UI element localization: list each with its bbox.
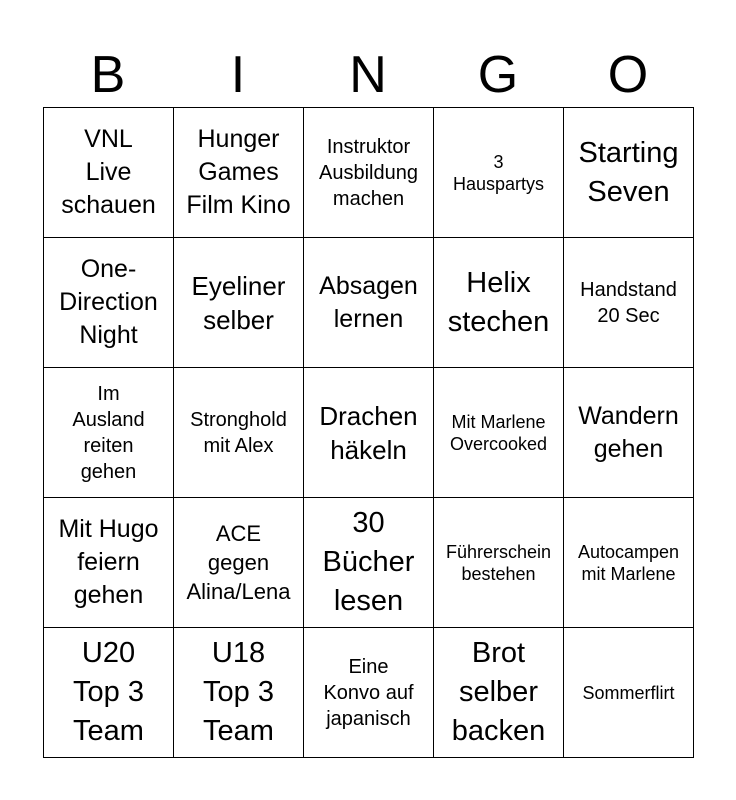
bingo-cell[interactable] xyxy=(564,368,694,498)
bingo-cell[interactable] xyxy=(434,108,564,238)
bingo-cell[interactable] xyxy=(174,238,304,368)
header-letter-b: B xyxy=(90,46,126,104)
cell-label: Absagen lernen xyxy=(319,271,418,333)
cell-label: Instruktor Ausbildung machen xyxy=(319,135,418,210)
bingo-cell[interactable] xyxy=(564,238,694,368)
cell-label: 30 Bücher lesen xyxy=(322,507,415,617)
cell-label: Starting Seven xyxy=(578,136,679,208)
bingo-cell[interactable] xyxy=(44,368,174,498)
bingo-header xyxy=(43,45,693,105)
cell-label: Führerschein bestehen xyxy=(445,541,552,584)
header-letter-n: N xyxy=(349,46,387,104)
bingo-card-grid xyxy=(43,107,694,758)
bingo-cell[interactable] xyxy=(44,498,174,628)
cell-label: Mit Hugo feiern gehen xyxy=(58,515,159,609)
bingo-cell[interactable] xyxy=(304,238,434,368)
bingo-cell[interactable] xyxy=(304,628,434,758)
bingo-cell[interactable] xyxy=(434,628,564,758)
header-letter-g: G xyxy=(477,46,519,104)
cell-label: U20 Top 3 Team xyxy=(73,637,144,747)
bingo-cell[interactable] xyxy=(434,498,564,628)
bingo-cell[interactable] xyxy=(44,628,174,758)
bingo-cell[interactable] xyxy=(564,498,694,628)
header-letter-o: O xyxy=(607,46,649,104)
cell-label: Hunger Games Film Kino xyxy=(186,125,291,219)
bingo-cell[interactable] xyxy=(174,628,304,758)
cell-label: Mit Marlene Overcooked xyxy=(449,411,548,454)
cell-label: Eyeliner selber xyxy=(191,270,286,335)
bingo-cell[interactable] xyxy=(44,108,174,238)
cell-label: Drachen häkeln xyxy=(319,400,418,465)
bingo-cell[interactable] xyxy=(564,628,694,758)
bingo-cell[interactable] xyxy=(564,108,694,238)
cell-label: Wandern gehen xyxy=(578,401,679,463)
cell-label: ACE gegen Alina/Lena xyxy=(186,521,291,604)
bingo-cell[interactable] xyxy=(304,108,434,238)
cell-label: One- Direction Night xyxy=(59,255,158,349)
bingo-cell[interactable] xyxy=(174,368,304,498)
cell-label: Brot selber backen xyxy=(451,637,546,747)
cell-label: Handstand 20 Sec xyxy=(580,278,677,327)
bingo-cell[interactable] xyxy=(304,498,434,628)
bingo-cell[interactable] xyxy=(434,238,564,368)
header-letter-i: I xyxy=(230,46,246,104)
cell-label: 3 Hauspartys xyxy=(452,151,545,194)
cell-label: Im Ausland reiten gehen xyxy=(72,382,145,483)
bingo-cell[interactable] xyxy=(174,108,304,238)
cell-label: Eine Konvo auf japanisch xyxy=(323,655,414,730)
cell-label: VNL Live schauen xyxy=(61,125,156,219)
cell-label: Autocampen mit Marlene xyxy=(577,541,680,584)
cell-label: Stronghold mit Alex xyxy=(190,408,287,457)
bingo-cell[interactable] xyxy=(44,238,174,368)
cell-label: Helix stechen xyxy=(447,266,550,338)
cell-label: U18 Top 3 Team xyxy=(203,637,274,747)
cell-label: Sommerflirt xyxy=(582,682,675,703)
bingo-cell[interactable] xyxy=(174,498,304,628)
bingo-cell[interactable] xyxy=(304,368,434,498)
bingo-cell[interactable] xyxy=(434,368,564,498)
